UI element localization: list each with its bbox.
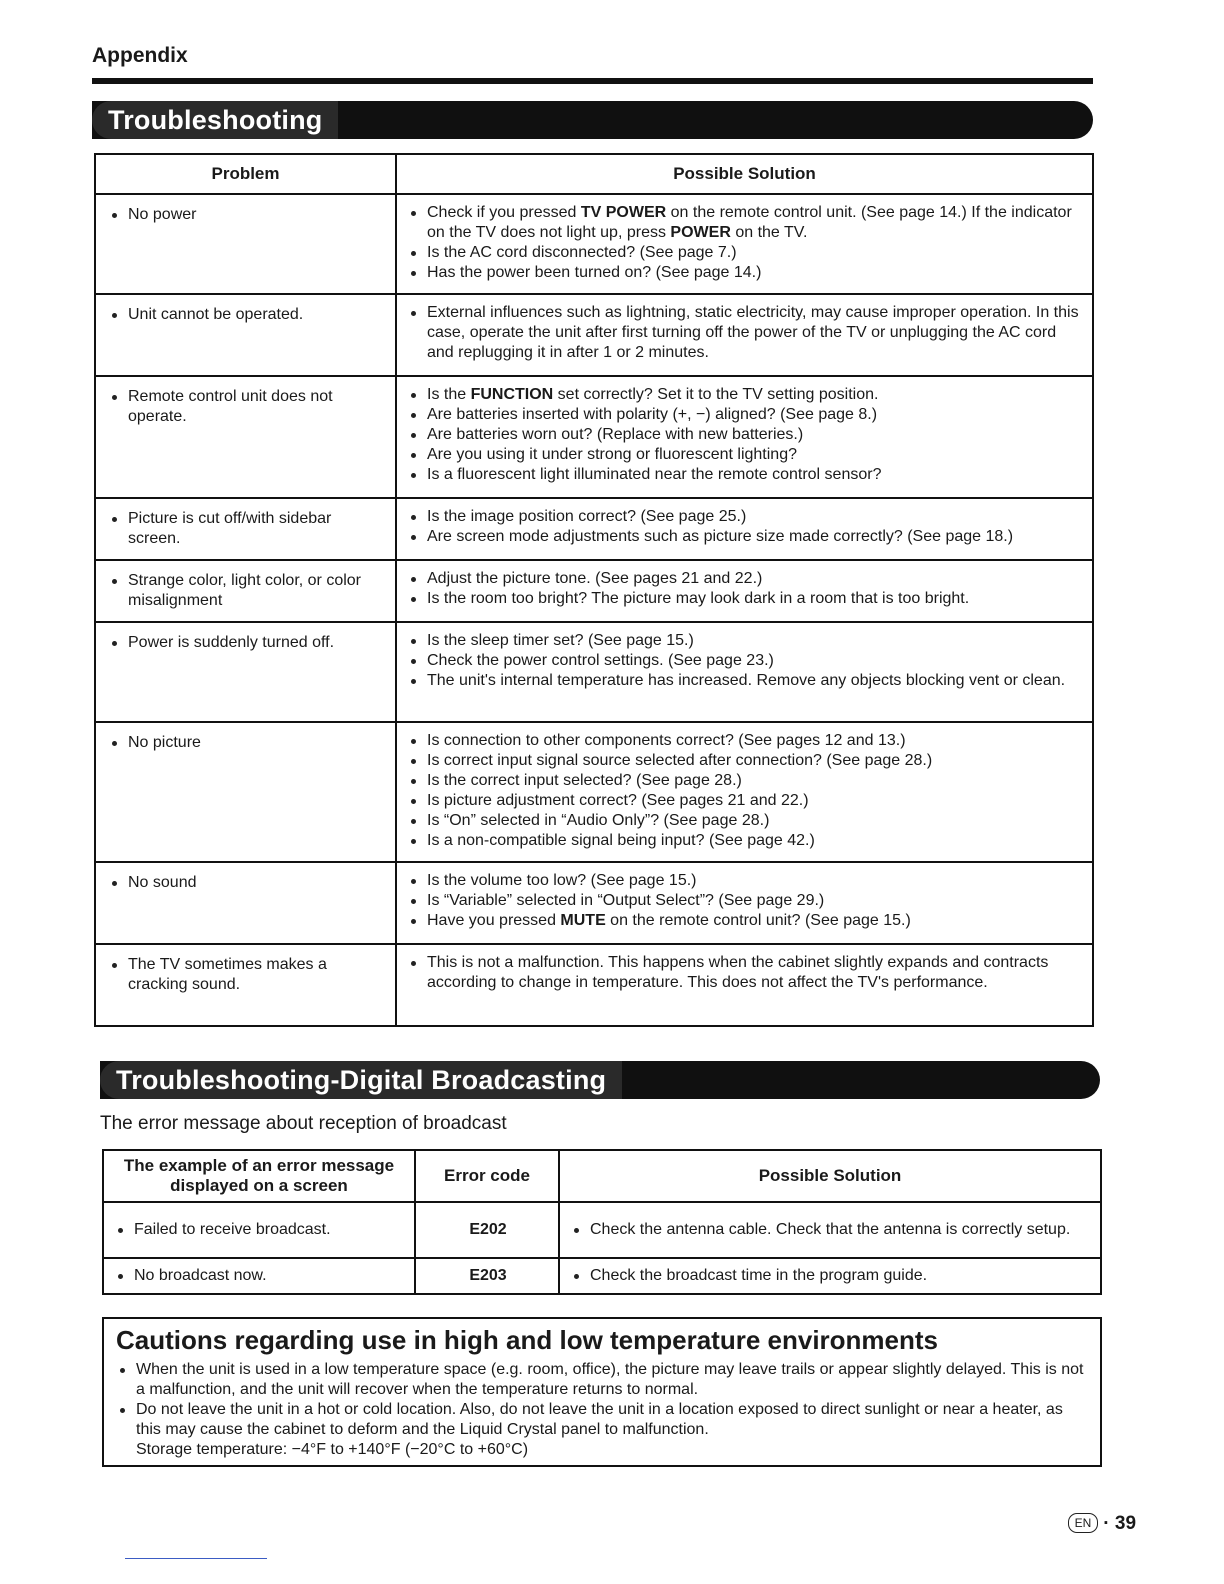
- solution-item: [407, 731, 1084, 751]
- code-column-header: Error code: [415, 1150, 559, 1202]
- header-rule: [92, 78, 1093, 84]
- troubleshooting-table: [94, 153, 1094, 1027]
- message-cell: [103, 1258, 415, 1294]
- solution-item: [407, 811, 1084, 831]
- problem-cell: [95, 376, 396, 498]
- solution-cell: [396, 498, 1093, 560]
- message-cell: [103, 1202, 415, 1258]
- table-row: [103, 1258, 1101, 1294]
- solution-item: [407, 203, 1084, 243]
- cautions-list: [116, 1360, 1088, 1440]
- solution-text: External influences such as lightning, static electricity, may cause improper operation. In this case, operate the unit after first turning off the power of the TV or unplugging the AC cord and replugging it in after 1 or 2 minutes.: [427, 304, 1079, 361]
- solution-cell: [396, 862, 1093, 944]
- troubleshooting-banner: [92, 101, 1093, 139]
- table-row: [95, 560, 1093, 622]
- error-message-table: [102, 1149, 1102, 1295]
- problem-cell: [95, 560, 396, 622]
- solution-list: [407, 631, 1084, 691]
- keyword: TV POWER: [580, 204, 667, 221]
- solution-text: Check the power control settings. (See page 23.): [427, 652, 774, 669]
- table-row: [103, 1202, 1101, 1258]
- solution-text: Have you pressed: [427, 912, 561, 929]
- digital-solution-cell: [559, 1258, 1101, 1294]
- caution-item: When the unit is used in a low temperature space (e.g. room, office), the picture may leave trails or appear slightly delayed. This is not a malfunction, and the unit will recover when the temperature returns to normal.: [116, 1360, 1088, 1400]
- keyword: POWER: [670, 224, 731, 241]
- solution-item: [407, 569, 1084, 589]
- language-badge: EN: [1068, 1513, 1098, 1533]
- table-header-row: [95, 154, 1093, 194]
- margin-line: [125, 1558, 267, 1559]
- storage-temperature: Storage temperature: −4°F to +140°F (−20°C to +60°C): [136, 1441, 529, 1458]
- solution-item: [407, 751, 1084, 771]
- problem-text: No picture: [108, 733, 385, 753]
- table-row: [95, 622, 1093, 722]
- solution-list: [407, 569, 1084, 609]
- error-rows: [103, 1202, 1101, 1294]
- solution-item: [407, 507, 1084, 527]
- table-row: [95, 862, 1093, 944]
- digital-solution-cell: [559, 1202, 1101, 1258]
- problem-text: Remote control unit does not operate.: [108, 387, 385, 427]
- error-message-text: No broadcast now.: [114, 1266, 406, 1286]
- keyword: FUNCTION: [470, 386, 554, 403]
- separator: ·: [1103, 1513, 1110, 1534]
- troubleshooting-title: Troubleshooting: [92, 101, 338, 139]
- table-row: [95, 194, 1093, 294]
- solution-item: [407, 771, 1084, 791]
- problem-column-header: Problem: [95, 154, 396, 194]
- problem-text: Unit cannot be operated.: [108, 305, 385, 325]
- page-footer: [1068, 1513, 1136, 1535]
- problem-text: No power: [108, 205, 385, 225]
- solution-item: [407, 651, 1084, 671]
- error-code-cell: E203: [415, 1258, 559, 1294]
- solution-list: [407, 507, 1084, 547]
- solution-item: [407, 953, 1084, 993]
- solution-text: Is a fluorescent light illuminated near the remote control sensor?: [427, 466, 882, 483]
- table-header-row: [103, 1150, 1101, 1202]
- solution-text: on the remote control unit. (See page 14.) If the indicator on the TV does not light up, press: [427, 204, 1072, 241]
- cautions-box: [102, 1317, 1102, 1467]
- problem-cell: [95, 862, 396, 944]
- digital-solution-column-header: Possible Solution: [559, 1150, 1101, 1202]
- solution-list: [407, 871, 1084, 931]
- solution-item: [407, 425, 1084, 445]
- solution-text: Is the AC cord disconnected? (See page 7.): [427, 244, 737, 261]
- table-row: [95, 376, 1093, 498]
- solution-text: set correctly? Set it to the TV setting position.: [553, 386, 879, 403]
- solution-column-header: Possible Solution: [396, 154, 1093, 194]
- problem-text: Picture is cut off/with sidebar screen.: [108, 509, 385, 549]
- solution-text: Are you using it under strong or fluorescent lighting?: [427, 446, 797, 463]
- solution-text: The unit's internal temperature has increased. Remove any objects blocking vent or clean.: [427, 672, 1066, 689]
- solution-text: Are batteries inserted with polarity (+, −) aligned? (See page 8.): [427, 406, 878, 423]
- solution-item: [407, 791, 1084, 811]
- page-number: 39: [1114, 1513, 1137, 1534]
- solution-item: [407, 589, 1084, 609]
- solution-item: [407, 385, 1084, 405]
- problem-cell: [95, 622, 396, 722]
- solution-list: [407, 203, 1084, 283]
- solution-text: Is picture adjustment correct? (See pages 21 and 22.): [427, 792, 809, 809]
- problem-cell: [95, 194, 396, 294]
- solution-item: [407, 831, 1084, 851]
- solution-cell: [396, 376, 1093, 498]
- solution-item: [407, 303, 1084, 363]
- solution-text: Check if you pressed: [427, 204, 581, 221]
- solution-cell: [396, 944, 1093, 1026]
- solution-list: [407, 731, 1084, 851]
- solution-cell: [396, 194, 1093, 294]
- solution-item: [407, 631, 1084, 651]
- problem-text: The TV sometimes makes a cracking sound.: [108, 955, 385, 995]
- solution-item: [407, 243, 1084, 263]
- keyword: MUTE: [560, 912, 606, 929]
- solution-item: [407, 871, 1084, 891]
- problem-text: No sound: [108, 873, 385, 893]
- solution-cell: [396, 560, 1093, 622]
- table-row: [95, 294, 1093, 376]
- error-message-text: Failed to receive broadcast.: [114, 1220, 406, 1240]
- solution-cell: [396, 722, 1093, 862]
- problem-cell: [95, 498, 396, 560]
- solution-text: This is not a malfunction. This happens when the cabinet slightly expands and contracts according to change in temperature. This does not affect the TV's performance.: [427, 954, 1049, 991]
- solution-text: Is the volume too low? (See page 15.): [427, 872, 697, 889]
- digital-title: Troubleshooting-Digital Broadcasting: [100, 1061, 622, 1099]
- troubleshooting-rows: [95, 194, 1093, 1026]
- problem-text: Power is suddenly turned off.: [108, 633, 385, 653]
- solution-text: on the TV.: [730, 224, 808, 241]
- solution-text: Is the sleep timer set? (See page 15.): [427, 632, 694, 649]
- table-row: [95, 498, 1093, 560]
- solution-item: [407, 263, 1084, 283]
- solution-text: Is the room too bright? The picture may look dark in a room that is too bright.: [427, 590, 970, 607]
- solution-text: Is connection to other components correct? (See pages 12 and 13.): [427, 732, 906, 749]
- solution-text: Is “Variable” selected in “Output Select”? (See page 29.): [427, 892, 825, 909]
- solution-list: [407, 953, 1084, 993]
- solution-text: Is the correct input selected? (See page 28.): [427, 772, 742, 789]
- section-label: Appendix: [92, 44, 188, 67]
- solution-cell: [396, 294, 1093, 376]
- digital-banner: [100, 1061, 1100, 1099]
- solution-item: [407, 405, 1084, 425]
- table-row: [95, 944, 1093, 1026]
- solution-text: Has the power been turned on? (See page 14.): [427, 264, 762, 281]
- solution-text: Is a non-compatible signal being input? (See page 42.): [427, 832, 815, 849]
- table-row: [95, 722, 1093, 862]
- problem-cell: [95, 294, 396, 376]
- solution-item: [407, 445, 1084, 465]
- solution-text: Is “On” selected in “Audio Only”? (See page 28.): [427, 812, 770, 829]
- caution-item: Do not leave the unit in a hot or cold location. Also, do not leave the unit in a location exposed to direct sunlight or near a heater, as this may cause the cabinet to deform and the Liquid Crystal panel to malfunction.: [116, 1400, 1088, 1440]
- solution-cell: [396, 622, 1093, 722]
- digital-intro: The error message about reception of broadcast: [100, 1113, 507, 1134]
- message-column-header: The example of an error message displayed on a screen: [103, 1150, 415, 1202]
- cautions-title: Cautions regarding use in high and low temperature environments: [116, 1325, 939, 1355]
- problem-cell: [95, 944, 396, 1026]
- solution-item: [407, 911, 1084, 931]
- solution-text: Adjust the picture tone. (See pages 21 and 22.): [427, 570, 763, 587]
- solution-item: [407, 527, 1084, 547]
- solution-list: [407, 385, 1084, 485]
- solution-item: [407, 891, 1084, 911]
- digital-solution-text: Check the antenna cable. Check that the antenna is correctly setup.: [570, 1220, 1092, 1240]
- solution-item: [407, 465, 1084, 485]
- solution-item: [407, 671, 1084, 691]
- solution-text: Are batteries worn out? (Replace with new batteries.): [427, 426, 804, 443]
- solution-text: on the remote control unit? (See page 15.): [605, 912, 911, 929]
- error-code-cell: E202: [415, 1202, 559, 1258]
- problem-cell: [95, 722, 396, 862]
- problem-text: Strange color, light color, or color misalignment: [108, 571, 385, 611]
- digital-solution-text: Check the broadcast time in the program guide.: [570, 1266, 1092, 1286]
- solution-text: Is correct input signal source selected after connection? (See page 28.): [427, 752, 933, 769]
- solution-list: [407, 303, 1084, 363]
- solution-text: Is the image position correct? (See page 25.): [427, 508, 747, 525]
- solution-text: Are screen mode adjustments such as picture size made correctly? (See page 18.): [427, 528, 1014, 545]
- solution-text: Is the: [427, 386, 471, 403]
